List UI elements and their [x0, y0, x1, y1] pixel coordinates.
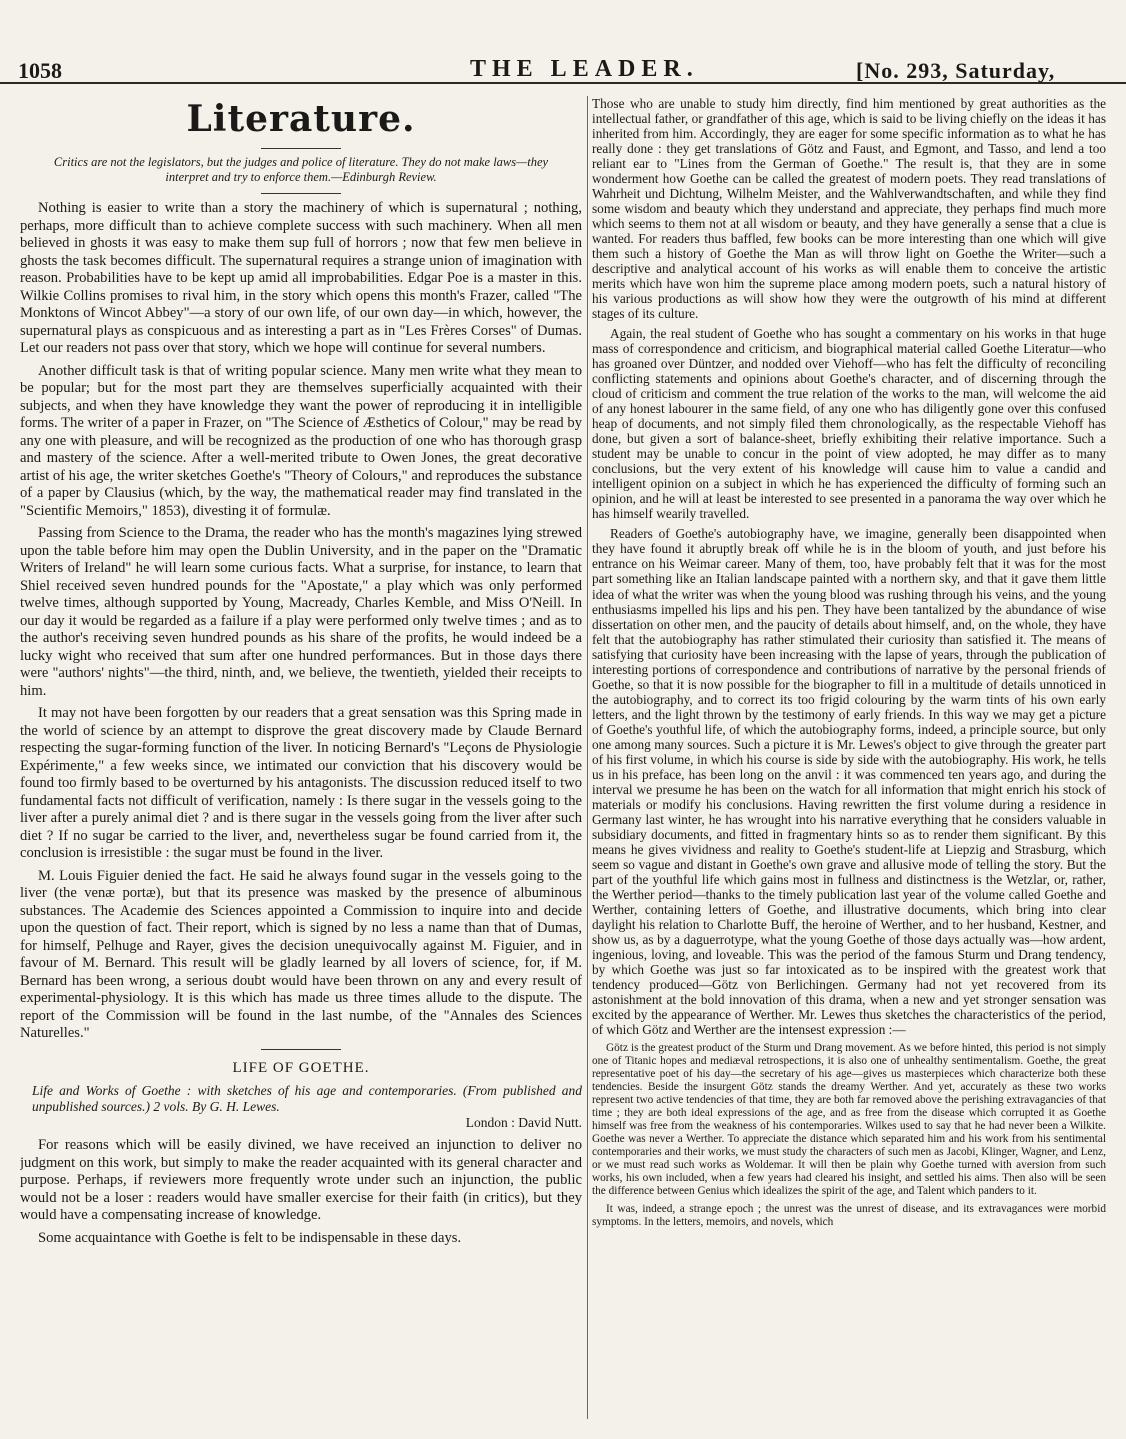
paragraph: Another difficult task is that of writing popular science. Many men write what they mean to be popular; but for the most part they are themselves superficially acquainted with their subjects, and when they have knowledge they want the power of reproducing it in intelligible forms. The writer of a paper in Frazer, on "The Science of Æsthetics of Colour," may be read by any one with pleasure, and will be recognized as the production of one who has thorough grasp and mastery of the science. After a well-merited tribute to Owen Jones, the great decorative artist of his age, the writer sketches Goethe's "Theory of Colours," and reproduces the substance of a paper by Clausius (which, by the way, the mathematical reader may find translated in the "Scientific Memoirs," 1853), divesting it of formulæ. — [20, 362, 582, 519]
paragraph: It may not have been forgotten by our readers that a great sensation was this Spring made in the world of science by an attempt to disprove the great discovery made by Claude Bernard respecting the sugar-forming function of the liver. In noticing Bernard's "Leçons de Physiologie Expérimente," a few weeks since, we intimated our conviction that his discovery would be found too firmly based to be overturned by his antagonists. The discussion reduced itself to two fundamental facts not difficult of verification, namely : Is there sugar in the vessels going to the liver after a purely animal diet ? and is there sugar in the vessels going from the liver after such diet ? If no sugar be carried to the liver, and, nevertheless sugar be found carried from it, the conclusion is irresistible : the sugar must be found in the liver. — [20, 705, 582, 861]
column-rule — [587, 96, 588, 1419]
paragraph: M. Louis Figuier denied the fact. He said he always found sugar in the vessels going to the liver (the venæ portæ), but that its presence was masked by the presence of albuminous substances. The Academie des Sciences appointed a Commission to inquire into and decide upon the question of fact. Their report, which is signed by no less a name than that of Dumas, for himself, Pelhuge and Rayer, gives the decision unequivocally against M. Figuier, and in favour of M. Bernard. This result will be gladly learned by all lovers of science, for, if M. Bernard has been wrong, a serious doubt would have been thrown on any and every result of experimental-physiology. It is this which has made us three times allude to the dispute. The report of the Commission will be found in the last numbe, of the "Annales des Sciences Naturelles." — [20, 867, 582, 1041]
motto: Critics are not the legislators, but the judges and police of literature. They do not make laws—they interpret and try to enforce them.—Edinburgh Review. — [53, 155, 549, 184]
paragraph: Those who are unable to study him directly, find him mentioned by great authorities as the intellectual father, or grandfather of this age, which is said to be living chiefly on the ideas it has inherited from him. Accordingly, they are eager for some specific information as to what he has really done : they get translations of Götz and Faust, and Egmont, and Tasso, and lend a too reliant ear to "Lines from the German of Goethe." The result is, that they are in some wonderment how Goethe can be called the greatest of modern poets. They read translations of Wahrheit und Dichtung, Wilhelm Meister, and the Wahlverwandtschaften, and while they find some wisdom and beauty which they understand and appreciate, they perhaps find much more which seems to them not at all wisdom or beauty, and they have generally a sense that a clue is wanted. For readers thus baffled, few books can be more interesting than one which will give them such a history of Goethe the Man as will throw light on Goethe the Writer—such a descriptive and analytical account of his works as will enable them to conceive the artistic merits which have won him the supreme place among modern poets, such a natural history of his various productions as will show how they were the outgrowth of his mind at different stages of its culture. — [592, 96, 1106, 322]
review-book: Life and Works of Goethe : with sketches of his age and contemporaries. (From published and unpublished sources.) 2 vols. By G. H. Lewes. — [32, 1082, 582, 1114]
quote-paragraph: It was, indeed, a strange epoch ; the unrest was the unrest of disease, and its extravagances were morbid symptoms. In the letters, memoirs, and novels, which — [592, 1202, 1106, 1228]
masthead: THE LEADER. — [470, 56, 699, 82]
paragraph: Again, the real student of Goethe who has sought a commentary on his works in that huge mass of correspondence and criticism, and biographical material called Goethe Literatur—who has groaned over Düntzer, and nodded over Viehoff—who has felt the difficulty of reconciling conflicting statements and opinions about Goethe's character, and of discerning through the cloud of criticism and comment the true relation of the works to the man, will welcome the aid of any honest labourer in the same field, of any one who has diligently gone over this confused heap of documents, and not simply filed them chronologically, as the respectable Viehoff has done, but given a sort of balance-sheet, briefly exhibiting their relative importance. Such a student may be unable to concur in the point of view adopted, he may differ as to many conclusions, but the very extent of his knowledge will cause him to value a candid and intelligent opinion on a subject in which he has experienced the difficulty of forming such an opinion, and he will at least be interested to see presented in a panorama the way over which he has himself wearily travelled. — [592, 326, 1106, 522]
page-header — [0, 52, 1126, 84]
review-title: LIFE OF GOETHE. — [232, 1059, 370, 1076]
review-publisher: London : David Nutt. — [465, 1114, 582, 1130]
review-book-info — [32, 1083, 582, 1132]
divider — [261, 148, 341, 149]
right-column — [592, 96, 1106, 1429]
left-column — [20, 96, 582, 1429]
paragraph: For reasons which will be easily divined, we have received an injunction to deliver no judgment on this work, but simply to make the reader acquainted with its general character and purpose. Perhaps, if reviewers more frequently wrote under such an injunction, the public would not be a loser : readers would have smaller exercise for their faith (in critics), but they would have a compensating increase of knowledge. — [20, 1137, 582, 1224]
paragraph: Nothing is easier to write than a story the machinery of which is supernatural ; nothing, perhaps, more difficult than to achieve complete success with such machinery. When all men believed in ghosts it was easy to make them sup full of horrors ; now that few men believe in ghosts the task becomes difficult. The supernatural requires a strange union of imagination with reason. Probabilities have to be kept up amid all improbabilities. Edgar Poe is a master in this. Wilkie Collins promises to rival him, in the story which opens this month's Frazer, called "The Monktons of Wincot Abbey"—a story of our own life, of our own day—in which, however, the supernatural plays as conspicuous and as interesting a part as in "Les Frères Corses" of Dumas. Let our readers not pass over that story, which we hope will continue for several numbers. — [20, 200, 582, 356]
paragraph: Passing from Science to the Drama, the reader who has the month's magazines lying strewed upon the table before him may open the Dublin University, and in the paper on the "Dramatic Writers of Ireland" he will learn some curious facts. What a surprise, for instance, to learn that Shiel received seven hundred pounds for the "Apostate," a play which was only performed twelve times, although supported by Young, Macready, Charles Kemble, and Miss O'Neill. In our day it would be regarded as a failure if a play were performed only twelve times ; and as to the author's receiving seven hundred pounds as his share of the profits, he would indeed be a lucky wight who received that sum after one hundred performances. But in those days there were "authors' nights"—the third, ninth, and, we believe, the twentieth, yielded their receipts to him. — [20, 525, 582, 699]
quote-paragraph: Götz is the greatest product of the Sturm und Drang movement. As we before hinted, this period is not simply one of Titanic hopes and mediæval retrospections, it is also one of unhealthy sentimentalism. Goethe, the great representative poet of his day—the secretary of his age—gives us masterpieces which characterize both these tendencies. Beside the insurgent Götz stands the dreamy Werther. And yet, accurately as these two works represent two active tendencies of that time, they are both far removed above the perishing extravagancies of that time ; they are both ideal expressions of the age, and as free from the disease which corrupted it as Goethe himself was free from the weakness of his contemporaries. Wilkes used to say that he had never been a Wilkite. Goethe was never a Werther. To appreciate the distance which separated him and his work from his sentimental contemporaries and their works, we must study the characters of such men as Jacobi, Klinger, Wagner, and Lenz, or we must read such works as Woldemar. It will then be plain why Goethe turned with aversion from such works, his own included, when a few years had cleared his insight, and settled his aims. Then also will be seen the difference between Genius which idealizes the spirit of the age, and Talent which panders to it. — [592, 1041, 1106, 1197]
paragraph: Some acquaintance with Goethe is felt to be indispensable in these days. — [38, 1229, 462, 1246]
divider — [261, 193, 341, 194]
section-title: Literature. — [186, 98, 416, 140]
page-number: 1058 — [18, 58, 62, 83]
paragraph: Readers of Goethe's autobiography have, we imagine, generally been disappointed when they have found it abruptly break off while he is in the bloom of youth, and just before his entrance on his Weimar career. Many of them, too, have probably felt that it was for the most part something like an Italian landscape painted with a northern sky, and that it gave them little idea of what the writer was when the young blood was rushing through his veins, and the young enthusiasms impelled his lips and his pen. They have been tantalized by the abundance of wise dissertation on other men, and the paucity of details about himself, and, on the whole, they have felt that the autobiography has rather stimulated their curiosity than satisfied it. The means of satisfying that curiosity have been increasing with the lapse of years, through the publication of interesting portions of correspondence and contributions of narrative by the personal friends of Goethe, so that it is now possible for the biographer to fill in a multitude of details unnoticed in the autobiography, and to correct its too frigid colouring by the warm tints of his own early letters, and the light thrown by the testimony of early friends. In this way we may get a picture of Goethe's youthful life, of which the autobiography forms, indeed, a principle source, but only one among many sources. Such a picture it is Mr. Lewes's object to give through the greater part of his first volume, in which his course is side by side with the autobiography. His work, he tells us in his preface, has been long on the anvil : it was commenced ten years ago, and during the interval we presume he has been on the watch for all information that might enrich his stock of materials or modify his conclusions. Having rewritten the first volume during a residence in Germany last winter, he has wrought into his narrative everything that he considers valuable in subsidiary documents, and fitted in fragmentary hints so as to render them significant. By this means he gives vividness and reality to Goethe's student-life at Liepzig and Strasburg, which seem so vague and distant in Goethe's own grave and allusive mode of telling the story. But the part of the youthful life which gains most in fullness and distinctness is the Wetzlar, or, rather, the Werther period—thanks to the timely publication last year of the volume called Goethe and Werther, containing letters of Goethe, and illustrative documents, which bring into clear daylight his relation to Charlotte Buff, the heroine of Werther, and to her husband, Kestner, and show us, as by a daguerrotype, what the young Goethe of those days actually was—how ardent, ingenious, loving, and loveable. This was the period of the famous Sturm und Drang tendency, by which Goethe was just so far intoxicated as to be inspired with the greatest work that tendency produced—Götz von Berlichingen. Germany had not yet recovered from its astonishment at the bold innovation of this drama, when a new and yet stronger sensation was excited by the appearance of Werther. Mr. Lewes thus sketches the characteristics of the period, of which Götz and Werther are the intensest expression :— — [592, 526, 1106, 1037]
issue-number: [No. 293, Saturday, — [856, 58, 1056, 83]
divider — [261, 1049, 341, 1050]
